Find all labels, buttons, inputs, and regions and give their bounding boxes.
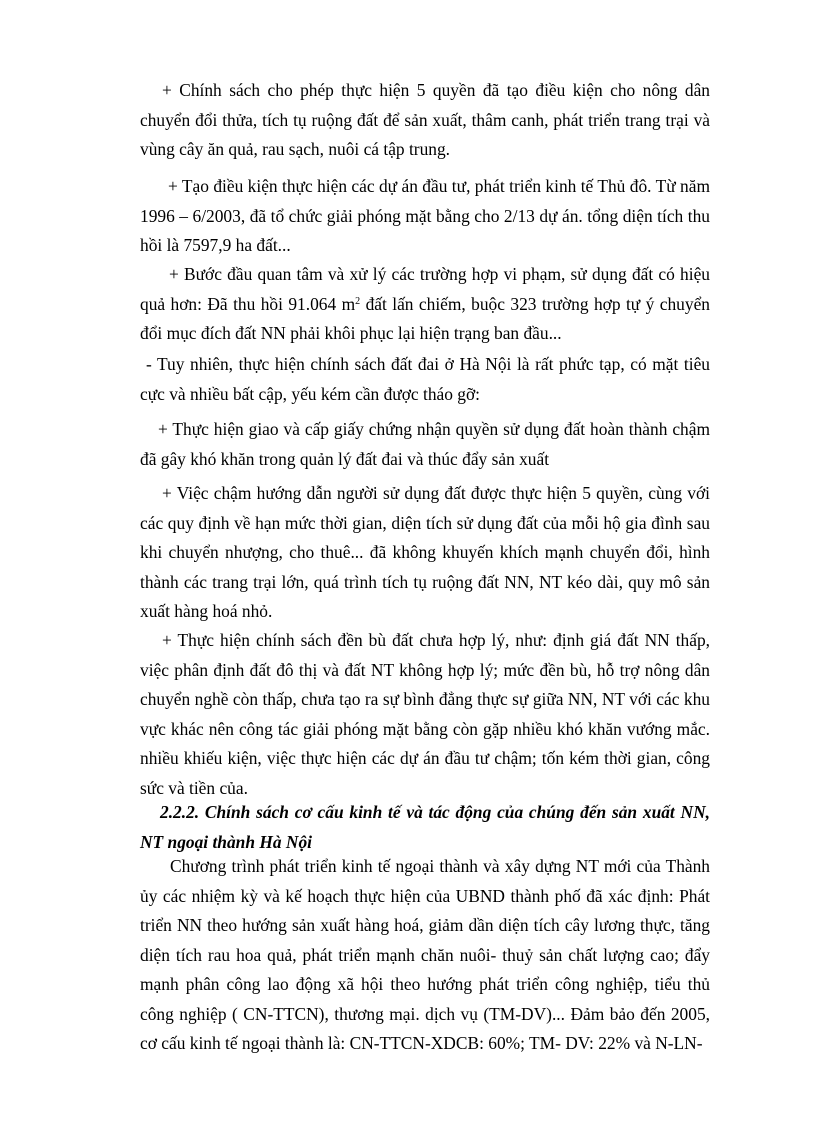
paragraph-five-rights: + Chính sách cho phép thực hiện 5 quyền đã tạo điều kiện cho nông dân chuyển đổi thửa, tích tụ ruộng đất để sản xuất, thâm canh, phát triển trang trại và vùng cây ăn quả, rau sạch, nuôi cá tập trung.: [140, 80, 710, 159]
paragraph-however: - Tuy nhiên, thực hiện chính sách đất đai ở Hà Nội là rất phức tạp, có mặt tiêu cực và nhiều bất cập, yếu kém cần được tháo gỡ:: [140, 354, 710, 404]
paragraph-economic-program: Chương trình phát triển kinh tế ngoại thành và xây dựng NT mới của Thành ủy các nhiệm kỳ và kế hoạch thực hiện của UBND thành phố đã xác định: Phát triển NN theo hướng sản xuất hàng hoá, giảm dần diện tích cây lương thực, tăng diện tích rau hoa quả, phát triển mạnh chăn nuôi- thuỷ sản chất lượng cao; đẩy mạnh phân công lao động xã hội theo hướng phát triển công nghiệp, tiểu thủ công nghiệp ( CN-TTCN), thương mại. dịch vụ (TM-DV)... Đảm bảo đến 2005, cơ cấu kinh tế ngoại thành là: CN-TTCN-XDCB: 60%; TM- DV: 22% và N-LN-: [140, 856, 710, 1053]
section-heading: 2.2.2. Chính sách cơ cấu kinh tế và tác động của chúng đến sản xuất NN, NT ngoại thành Hà Nội: [140, 802, 710, 852]
paragraph-investment-projects: + Tạo điều kiện thực hiện các dự án đầu tư, phát triển kinh tế Thủ đô. Từ năm 1996 – 6/2003, đã tổ chức giải phóng mặt bằng cho 2/13 dự án. tổng diện tích thu hồi là 7597,9 ha đất...: [140, 176, 710, 255]
paragraph-violations-text-b: đất lấn chiếm, buộc 323 trường hợp tự ý chuyển đổi mục đích đất NN phải khôi phục lại hiện trạng ban đầu...: [140, 293, 710, 343]
paragraph-compensation: + Thực hiện chính sách đền bù đất chưa hợp lý, như: định giá đất NN thấp, việc phân định đất đô thị và đất NT không hợp lý; mức đền bù, hỗ trợ nông dân chuyển nghề còn thấp, chưa tạo ra sự bình đẳng thực sự giữa NN, NT với các khu vực khác nên công tác giải phóng mặt bằng còn gặp nhiều khó khăn vướng mắc. nhiều khiếu kiện, việc thực hiện các dự án đầu tư chậm; tốn kém thời gian, công sức và tiền của.: [140, 630, 710, 798]
square-meter-superscript: 2: [355, 295, 361, 307]
paragraph-slow-guidance: + Việc chậm hướng dẫn người sử dụng đất được thực hiện 5 quyền, cùng với các quy định về hạn mức thời gian, diện tích sử dụng đất của mỗi hộ gia đình sau khi chuyển nhượng, cho thuê... đã không khuyến khích mạnh chuyển đổi, hình thành các trang trại lớn, quá trình tích tụ ruộng đất NN, NT kéo dài, quy mô sản xuất hàng hoá nhỏ.: [140, 483, 710, 621]
paragraph-slow-certification: + Thực hiện giao và cấp giấy chứng nhận quyền sử dụng đất hoàn thành chậm đã gây khó khăn trong quản lý đất đai và thúc đẩy sản xuất: [140, 419, 710, 469]
paragraph-violations: [140, 260, 710, 349]
paragraph-violations-text-a: + Bước đầu quan tâm và xử lý các trường hợp vi phạm, sử dụng đất có hiệu quả hơn: Đã thu hồi 91.064 m: [140, 264, 710, 314]
